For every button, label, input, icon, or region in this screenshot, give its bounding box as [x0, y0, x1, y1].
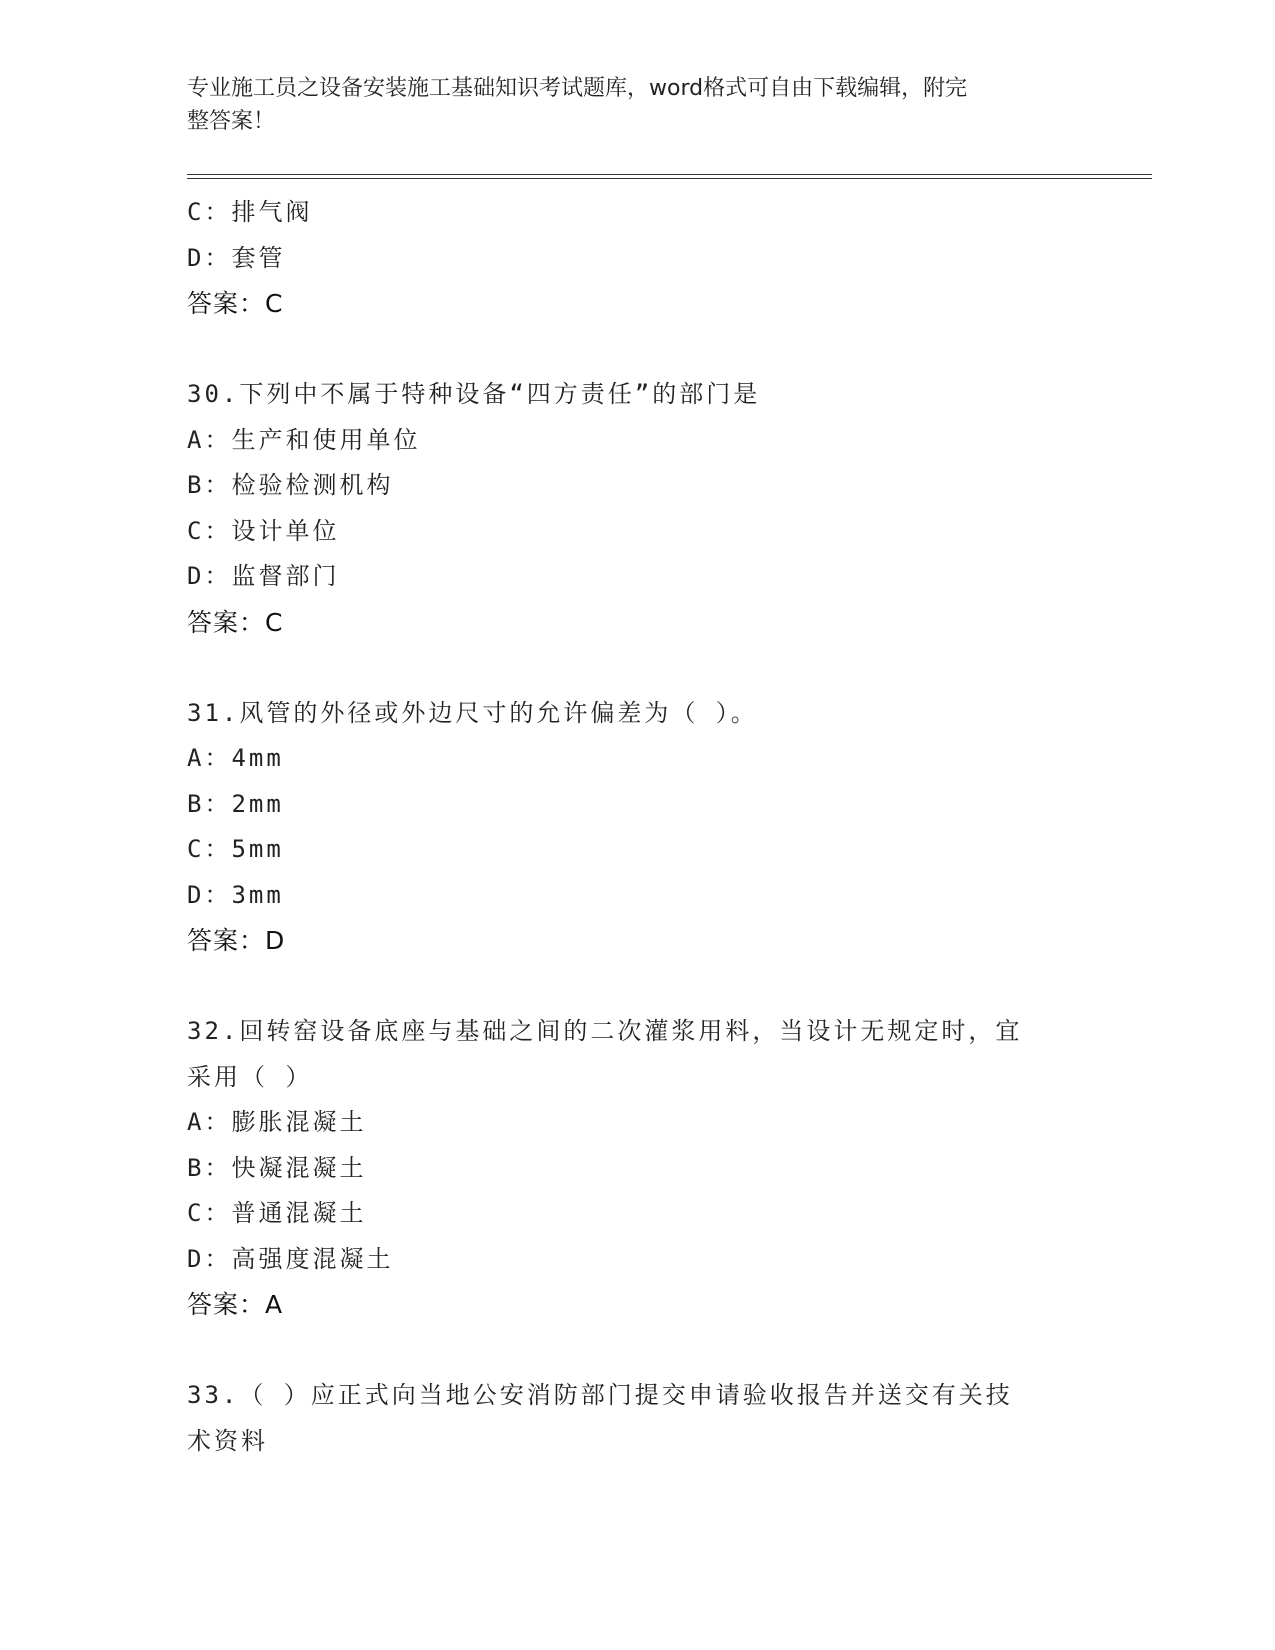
option-c: C：5mm	[187, 835, 284, 863]
question-list	[187, 190, 1087, 1464]
spacer	[187, 327, 1087, 373]
question-30-stem: 30.下列中不属于特种设备“四方责任”的部门是	[187, 380, 761, 408]
header-rule-bottom	[187, 178, 1152, 179]
option-c: C：设计单位	[187, 516, 340, 545]
option-d: D：套管	[187, 243, 286, 272]
option-b: B：检验检测机构	[187, 471, 394, 499]
question-33-stem: 33.（ ）应正式向当地公安消防部门提交申请验收报告并送交有关技	[187, 1381, 1013, 1409]
header-line-1: 专业施工员之设备安装施工基础知识考试题库，word格式可自由下载编辑，附完	[187, 76, 968, 101]
option-c: C：普通混凝土	[187, 1199, 367, 1227]
option-a: A：膨胀混凝土	[187, 1108, 367, 1136]
answer-line: 答案：D	[187, 926, 286, 955]
spacer	[187, 645, 1087, 691]
spacer	[187, 1328, 1087, 1374]
option-d: D：监督部门	[187, 562, 340, 590]
spacer	[187, 964, 1087, 1010]
question-33-stem-cont: 术资料	[187, 1426, 268, 1455]
option-b: B：快凝混凝土	[187, 1153, 367, 1182]
answer-line: 答案：C	[187, 607, 284, 637]
document-header	[187, 72, 1067, 138]
header-line-2: 整答案！	[187, 109, 276, 134]
option-d: D：3mm	[187, 880, 284, 909]
option-a: A：4mm	[187, 744, 284, 772]
option-b: B：2mm	[187, 789, 284, 818]
answer-line: 答案：C	[187, 289, 284, 318]
header-rule-top	[187, 174, 1152, 175]
question-31-stem: 31.风管的外径或外边尺寸的允许偏差为（ ）。	[187, 698, 758, 727]
option-c: C：排气阀	[187, 198, 313, 226]
question-32-stem-cont: 采用（ ）	[187, 1062, 313, 1091]
option-d: D：高强度混凝土	[187, 1244, 394, 1273]
option-a: A：生产和使用单位	[187, 425, 421, 454]
answer-line: 答案：A	[187, 1290, 284, 1319]
question-32-stem: 32.回转窑设备底座与基础之间的二次灌浆用料，当设计无规定时，宜	[187, 1017, 1023, 1045]
